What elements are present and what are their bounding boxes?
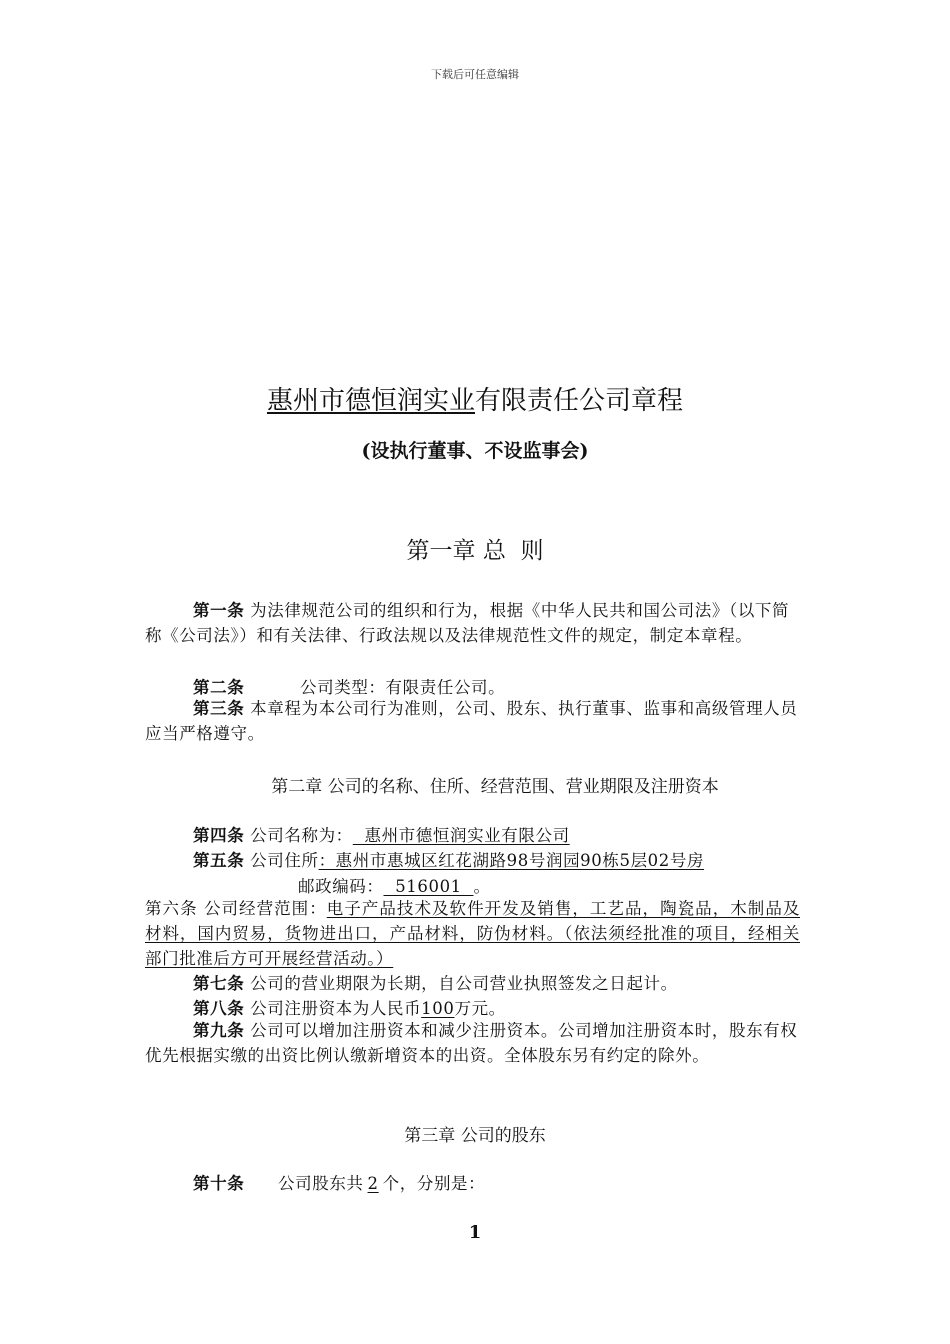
article-4-label: 第四条 (193, 826, 245, 845)
article-2 (193, 674, 505, 698)
article-4-prefix: 公司名称为： (250, 826, 353, 845)
article-6 (145, 896, 800, 971)
postal-code-line (298, 873, 491, 897)
article-5-prefix: 公司住所 (250, 851, 319, 870)
registered-capital-value: 100 (421, 999, 455, 1018)
article-1-text: 为法律规范公司的组织和行为，根据《中华人民共和国公司法》（以下简称《公司法》）和有关法律、行政法规以及法律规范性文件的规定，制定本章程。 (145, 601, 790, 645)
postal-code-value: 516001 (383, 877, 474, 896)
document-title (0, 380, 950, 417)
article-9 (145, 1018, 800, 1068)
article-10-prefix: 公司股东共 (278, 1174, 364, 1193)
article-9-label: 第九条 (193, 1021, 245, 1040)
header-note: 下载后可任意编辑 (431, 68, 519, 81)
article-6-prefix: 公司经营范围： (203, 899, 327, 918)
title-company-name: 惠州市德恒润实业 (266, 386, 475, 416)
business-scope-value: 电子产品技术及软件开发及销售，工艺品，陶瓷品，木制品及材料，国内贸易，货物进出口，产品材料，防伪材料。（依法须经批准的项目，经相关部门批准后方可开展经营活动。） (145, 899, 800, 968)
article-7 (193, 970, 678, 994)
article-7-text: 公司的营业期限为长期，自公司营业执照签发之日起计。 (250, 974, 678, 993)
article-7-label: 第七条 (193, 974, 245, 993)
title-rest: 有限责任公司章程 (475, 386, 684, 416)
article-5-label: 第五条 (193, 851, 245, 870)
article-1-label: 第一条 (193, 601, 245, 620)
article-2-label: 第二条 (193, 678, 245, 697)
article-8-prefix: 公司注册资本为人民币 (250, 999, 422, 1018)
article-8-label: 第八条 (193, 999, 245, 1018)
article-5 (193, 847, 704, 871)
article-10-label: 第十条 (193, 1174, 245, 1193)
postal-label: 邮政编码： (298, 877, 384, 896)
article-10-suffix: 个，分别是： (382, 1174, 486, 1193)
chapter1-heading: 第一章 总 则 (406, 538, 544, 564)
company-name-value: 惠州市德恒润实业有限公司 (352, 826, 570, 845)
article-9-text: 公司可以增加注册资本和减少注册资本。公司增加注册资本时，股东有权优先根据实缴的出资比例认缴新增资本的出资。全体股东另有约定的除外。 (145, 1021, 798, 1065)
article-1 (145, 598, 800, 648)
article-3 (145, 696, 800, 746)
article-3-label: 第三条 (193, 699, 245, 718)
postal-end: 。 (473, 877, 491, 896)
page-number: 1 (468, 1222, 482, 1243)
article-8 (193, 995, 506, 1019)
article-8-suffix: 万元。 (454, 999, 506, 1018)
article-10 (193, 1170, 485, 1194)
article-2-text: 公司类型：有限责任公司。 (300, 678, 506, 697)
article-6-label: 第六条 (145, 899, 198, 918)
document-subtitle: (设执行董事、不设监事会) (361, 440, 589, 462)
chapter3-heading: 第三章 公司的股东 (404, 1126, 546, 1146)
article-3-text: 本章程为本公司行为准则，公司、股东、执行董事、监事和高级管理人员应当严格遵守。 (145, 699, 798, 743)
address-value: ：惠州市惠城区红花湖路98号润园90栋5层02号房 (318, 851, 705, 870)
chapter2-heading: 第二章 公司的名称、住所、经营范围、营业期限及注册资本 (271, 777, 719, 797)
article-4 (193, 822, 570, 846)
shareholder-count-value: 2 (367, 1174, 379, 1193)
